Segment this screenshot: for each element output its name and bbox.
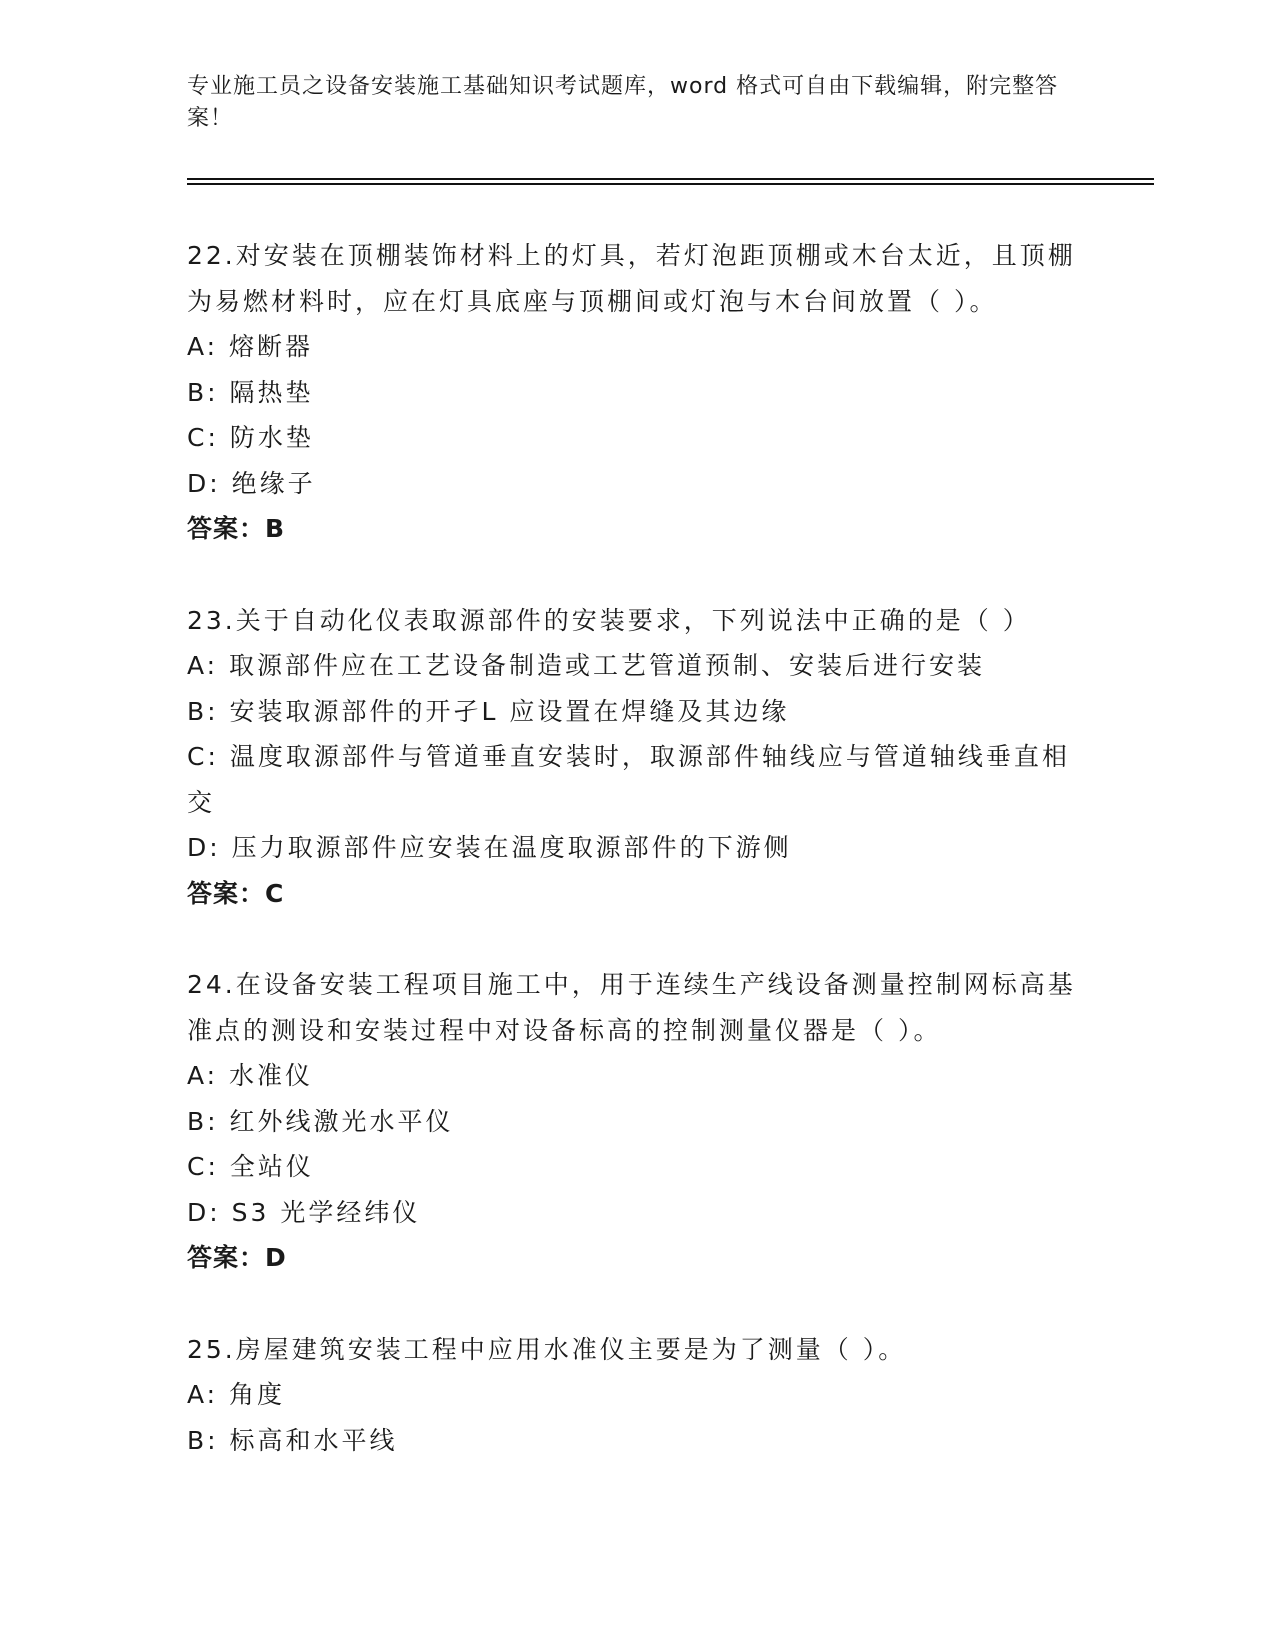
option-b: B: 隔热垫 — [187, 377, 314, 407]
option-c: C: 防水垫 — [187, 423, 314, 452]
option-a: A: 水准仪 — [187, 1061, 314, 1090]
question-list — [187, 233, 1087, 1509]
option-b: B: 红外线激光水平仪 — [187, 1106, 454, 1136]
question-23 — [187, 598, 1087, 917]
header-rule-top — [187, 178, 1154, 180]
question-stem: 23.关于自动化仪表取源部件的安装要求，下列说法中正确的是（ ） — [187, 605, 1031, 635]
option-d: D: 压力取源部件应安装在温度取源部件的下游侧 — [187, 833, 792, 862]
question-25 — [187, 1327, 1087, 1464]
answer-label: 答案：C — [187, 878, 285, 908]
option-c: C: 温度取源部件与管道垂直安装时，取源部件轴线应与管道轴线垂直相交 — [187, 742, 1070, 817]
question-stem: 24.在设备安装工程项目施工中，用于连续生产线设备测量控制网标高基准点的测设和安装过程中对设备标高的控制测量仪器是（ ）。 — [187, 970, 1076, 1045]
question-stem: 22.对安装在顶棚装饰材料上的灯具，若灯泡距顶棚或木台太近，且顶棚为易燃材料时，应在灯具底座与顶棚间或灯泡与木台间放置（ ）。 — [187, 241, 1076, 316]
option-a: A: 角度 — [187, 1380, 286, 1409]
option-c: C: 全站仪 — [187, 1152, 314, 1181]
question-stem: 25.房屋建筑安装工程中应用水准仪主要是为了测量（ ）。 — [187, 1334, 907, 1364]
question-22 — [187, 233, 1087, 552]
option-d: D: 绝缘子 — [187, 468, 316, 498]
answer-label: 答案：B — [187, 514, 286, 543]
option-a: A: 熔断器 — [187, 332, 314, 361]
option-d: D: S3 光学经纬仪 — [187, 1197, 421, 1227]
answer-label: 答案：D — [187, 1243, 287, 1272]
document-header: 专业施工员之设备安装施工基础知识考试题库，word 格式可自由下载编辑，附完整答案！ — [187, 74, 1059, 131]
option-b: B: 标高和水平线 — [187, 1425, 398, 1455]
option-a: A: 取源部件应在工艺设备制造或工艺管道预制、安装后进行安装 — [187, 651, 986, 680]
question-24 — [187, 962, 1087, 1281]
header-rule-bottom — [187, 183, 1154, 185]
option-b: B: 安装取源部件的开孑L 应设置在焊缝及其边缘 — [187, 696, 790, 726]
